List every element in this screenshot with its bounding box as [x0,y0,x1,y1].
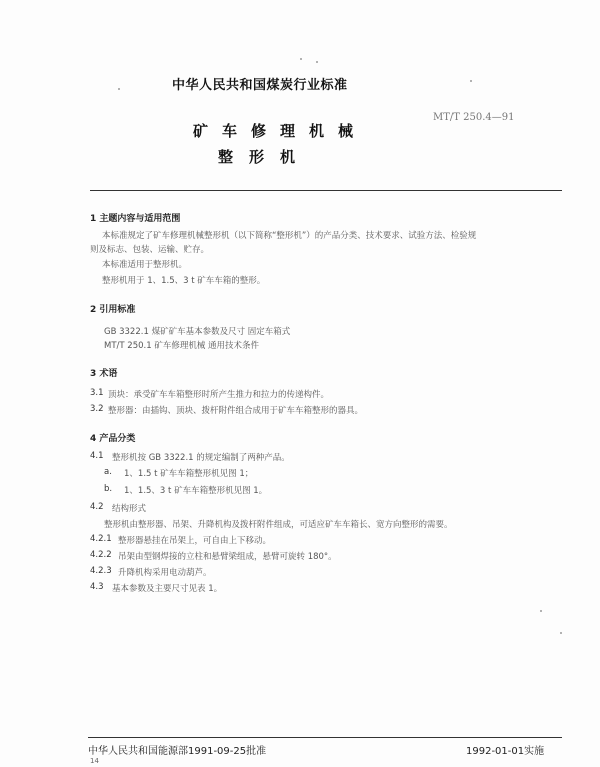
document-title-line2: 整形机 [218,148,312,166]
section-1-line: 则及标志、包装、运输、贮存。 [90,245,210,255]
clause-text: 吊架由型钢焊接的立柱和悬臂梁组成，悬臂可旋转 180°。 [118,552,337,562]
clause-number: 4.2 [90,502,104,512]
section-4-heading: 4 产品分类 [90,434,136,444]
clause-text: 1、1.5 t 矿车车箱整形机见图 1； [124,469,254,479]
clause-text: 升降机构采用电动葫芦。 [118,568,212,578]
clause-number: 4.2.1 [90,534,112,544]
clause-text: 整形器悬挂在吊架上，可自由上下移动。 [118,536,272,546]
implementation-date: 1992-01-01实施 [466,746,545,757]
clause-text: 基本参数及主要尺寸见表 1。 [112,584,223,594]
term-text: 顶块：承受矿车车箱整形时所产生推力和拉力的传递构件。 [108,390,330,400]
scan-speck [560,632,562,634]
footer-divider [88,737,562,738]
section-3-heading: 3 术语 [90,369,118,379]
scan-speck [540,610,542,612]
section-1-heading: 1 主题内容与适用范围 [90,214,181,224]
section-1-line: 本标准规定了矿车修理机械整形机（以下简称“整形机”）的产品分类、技术要求、试验方法、检验规 [102,231,477,241]
clause-number: 4.1 [90,451,104,461]
section-1-line: 本标准适用于整形机。 [102,260,188,270]
clause-text: 整形机由整形器、吊架、升降机构及拨杆附件组成，可适应矿车车箱长、宽方向整形的需要。 [104,520,453,530]
document-title-line1: 矿车修理机械 [193,122,368,140]
reference-standard: GB 3322.1 煤矿矿车基本参数及尺寸 固定车箱式 [104,327,291,337]
term-text: 整形器：由插钩、顶块、拨杆附件组合成用于矿车车箱整形的器具。 [108,406,364,416]
standard-code: MT/T 250.4—91 [433,112,515,123]
term-number: 3.1 [90,388,104,398]
page-number: 14 [90,757,99,765]
clause-number: b. [104,484,113,494]
scan-speck [118,88,120,90]
term-number: 3.2 [90,404,104,414]
clause-text: 结构形式 [112,504,147,514]
clause-text: 1、1.5、3 t 矿车车箱整形机见图 1。 [124,486,268,496]
clause-number: 4.2.3 [90,566,112,576]
clause-text: 整形机按 GB 3322.1 的规定编制了两种产品。 [112,453,290,463]
clause-number: a. [104,467,112,477]
header-divider [90,190,562,191]
reference-standard: MT/T 250.1 矿车修理机械 通用技术条件 [104,341,260,351]
approval-info: 中华人民共和国能源部1991-09-25批准 [88,746,267,757]
scan-speck [300,58,302,60]
clause-number: 4.2.2 [90,550,112,560]
scan-speck [316,61,318,63]
org-standard-title: 中华人民共和国煤炭行业标准 [172,78,348,93]
section-1-line: 整形机用于 1、1.5、3 t 矿车车箱的整形。 [102,276,266,286]
scan-speck [470,80,472,82]
clause-number: 4.3 [90,582,104,592]
section-2-heading: 2 引用标准 [90,305,136,315]
